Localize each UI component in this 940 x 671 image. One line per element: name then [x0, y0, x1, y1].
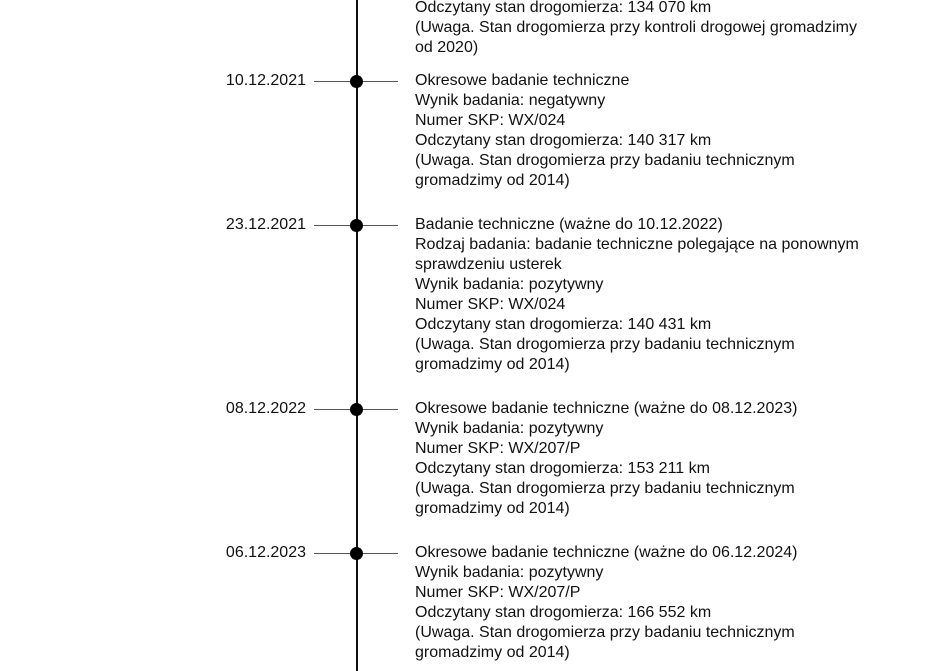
entry-detail-line: od 2020)	[415, 39, 479, 56]
entry-detail-line: gromadzimy od 2014)	[415, 644, 570, 661]
entry-detail-line: Odczytany stan drogomierza: 140 431 km	[415, 316, 712, 333]
entry-detail-line: Wynik badania: pozytywny	[415, 276, 604, 293]
entry-detail-line: gromadzimy od 2014)	[415, 356, 570, 373]
entry-detail-line: (Uwaga. Stan drogomierza przy badaniu technicznym	[415, 480, 795, 497]
entry-date: 23.12.2021	[225, 216, 306, 233]
entry-detail-line: Wynik badania: pozytywny	[415, 564, 604, 581]
entry-detail-line: Odczytany stan drogomierza: 134 070 km	[415, 0, 712, 16]
entry-detail-line: Okresowe badanie techniczne (ważne do 06.12.2024)	[415, 544, 798, 561]
entry-detail-line: (Uwaga. Stan drogomierza przy badaniu technicznym	[415, 624, 795, 641]
timeline-axis	[356, 0, 358, 671]
entry-detail-line: Odczytany stan drogomierza: 140 317 km	[415, 132, 712, 149]
entry-detail-line: (Uwaga. Stan drogomierza przy badaniu technicznym	[415, 336, 795, 353]
entry-details	[415, 543, 885, 663]
entry-detail-line: Numer SKP: WX/207/P	[415, 584, 581, 601]
entry-detail-line: Wynik badania: negatywny	[415, 92, 606, 109]
entry-detail-line: gromadzimy od 2014)	[415, 500, 570, 517]
entry-date: 06.12.2023	[225, 544, 306, 561]
entry-details	[415, 399, 885, 519]
entry-detail-line: Numer SKP: WX/024	[415, 296, 566, 313]
entry-detail-line: Okresowe badanie techniczne	[415, 72, 630, 89]
entry-date: 08.12.2022	[225, 400, 306, 417]
entry-detail-line: sprawdzeniu usterek	[415, 256, 562, 273]
entry-date: 10.12.2021	[225, 72, 306, 89]
entry-detail-line: Badanie techniczne (ważne do 10.12.2022)	[415, 216, 723, 233]
entry-detail-line: gromadzimy od 2014)	[415, 172, 570, 189]
timeline-dot-icon	[350, 75, 363, 88]
entry-detail-line: Odczytany stan drogomierza: 166 552 km	[415, 604, 712, 621]
entry-detail-line: Numer SKP: WX/024	[415, 112, 566, 129]
entry-detail-line: (Uwaga. Stan drogomierza przy badaniu technicznym	[415, 152, 795, 169]
entry-detail-line: Numer SKP: WX/207/P	[415, 440, 581, 457]
entry-details	[415, 71, 885, 191]
timeline-dot-icon	[350, 219, 363, 232]
entry-details	[415, 215, 885, 375]
entry-details	[415, 0, 885, 58]
entry-detail-line: Rodzaj badania: badanie techniczne polegające na ponownym	[415, 236, 859, 253]
entry-detail-line: Okresowe badanie techniczne (ważne do 08.12.2023)	[415, 400, 798, 417]
entry-detail-line: Wynik badania: pozytywny	[415, 420, 604, 437]
timeline-dot-icon	[350, 403, 363, 416]
timeline-dot-icon	[350, 547, 363, 560]
entry-detail-line: (Uwaga. Stan drogomierza przy kontroli drogowej gromadzimy	[415, 19, 857, 36]
entry-detail-line: Odczytany stan drogomierza: 153 211 km	[415, 460, 710, 477]
